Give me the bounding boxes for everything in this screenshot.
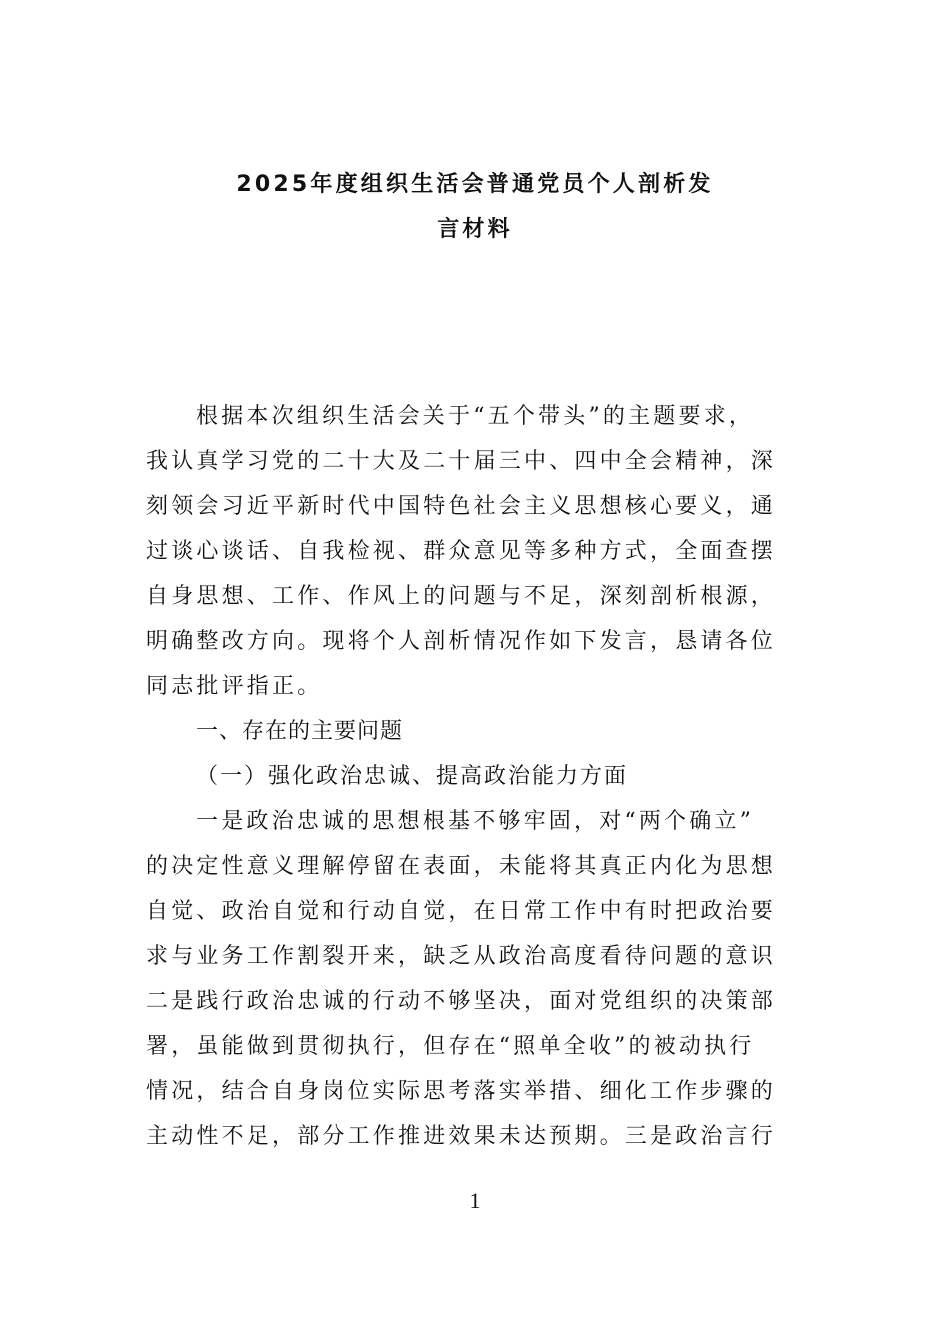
paragraph-line: 过谈心谈话、自我检视、群众意见等多种方式，全面查摆 (146, 539, 777, 564)
paragraph-line: 的决定性意义理解停留在表面，未能将其真正内化为思想 (146, 854, 777, 879)
paragraph-line: 二是践行政治忠诚的行动不够坚决，面对党组织的决策部 (146, 989, 777, 1014)
paragraph-line: 根据本次组织生活会关于“五个带头”的主题要求， (196, 404, 755, 429)
paragraph-line: 我认真学习党的二十大及二十届三中、四中全会精神，深 (146, 449, 777, 474)
title-line: 言材料 (437, 217, 513, 242)
section-paragraph (146, 799, 810, 1159)
intro-paragraph (146, 394, 810, 709)
paragraph-line: 情况，结合自身岗位实际思考落实举措、细化工作步骤的 (146, 1079, 777, 1104)
paragraph-line: 刻领会习近平新时代中国特色社会主义思想核心要义，通 (146, 494, 777, 519)
title-line: 2025年度组织生活会普通党员个人剖析发 (236, 172, 714, 197)
paragraph-line: 自身思想、工作、作风上的问题与不足，深刻剖析根源， (146, 584, 777, 609)
section-heading: 一、存在的主要问题 (196, 719, 404, 744)
page-number: 1 (469, 1188, 481, 1213)
paragraph-line: 同志批评指正。 (146, 674, 323, 699)
paragraph-line: 求与业务工作割裂开来，缺乏从政治高度看待问题的意识 (146, 944, 777, 969)
paragraph-line: 一是政治忠诚的思想根基不够牢固，对“两个确立” (196, 809, 755, 834)
document-title (140, 162, 810, 252)
paragraph-line: 自觉、政治自觉和行动自觉，在日常工作中有时把政治要 (146, 899, 777, 924)
paragraph-line: 署，虽能做到贯彻执行，但存在“照单全收”的被动执行 (146, 1034, 755, 1059)
paragraph-line: 明确整改方向。现将个人剖析情况作如下发言，恳请各位 (146, 629, 777, 654)
subsection-heading: （一）强化政治忠诚、提高政治能力方面 (196, 764, 629, 789)
section-heading-block (146, 709, 810, 799)
paragraph-line: 主动性不足，部分工作推进效果未达预期。三是政治言行 (146, 1124, 777, 1149)
